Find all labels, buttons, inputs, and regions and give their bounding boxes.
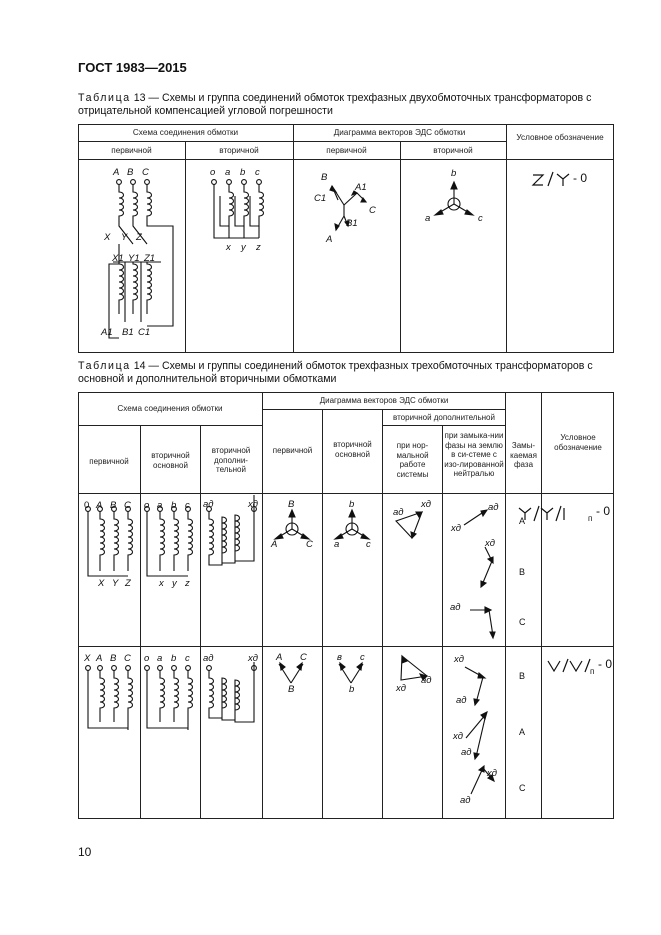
t14-col-phase: Замы-каемая фаза [510,441,537,470]
t14-r2-vec: A [276,652,283,663]
t14-r2-label: B [110,653,117,664]
t14-r1-label: o [144,500,150,511]
page-number: 10 [78,845,92,859]
t13-col-scheme: Схема соединения обмотки [132,128,239,137]
t14-r2-vec: в [337,652,342,663]
t14-r2-phase: C [519,783,526,793]
t14-r1-label: aд [203,499,214,510]
t14-r1-label: Z [125,578,131,589]
t13-vec-label: A [326,234,333,245]
t13-col-diagram: Диаграмма векторов ЭДС обмотки [333,128,466,137]
t14-r1-phase: B [519,567,526,577]
t14-col-secondary-add: вторичной дополни-тельной [211,446,251,475]
t13-label: Y [121,232,128,243]
t14-r2-label: o [144,653,150,664]
t14-r1-vec: xд [421,499,432,510]
t14-col-primary: первичной [89,457,129,466]
t14-r2-label: c [185,653,190,664]
t13-label: X [104,232,111,243]
t14-r2-vec: ад [456,695,467,706]
t13-col-symbol: Условное обозначение [516,133,604,142]
t14-r2-vec: B [288,684,295,695]
t14-r2-label: X [84,653,91,664]
t14-r2-vec: ад [460,795,471,806]
t14-r1-vec: xд [451,523,462,534]
t14-col-normal: при нор-мальной работе системы [396,441,429,479]
t13-label: A1 [101,327,113,338]
t14-r1-symbol-n: п [588,514,593,523]
t14-r2-label: b [171,653,177,664]
t13-vec-label: a [425,213,431,224]
t14-r1-vec: xд [485,538,496,549]
t14-r2-vec: b [349,684,355,695]
t14-r1-vec: C [306,539,313,550]
t14-r2-phase: A [519,727,526,737]
t14-r1-vec: b [349,499,355,510]
t14-col-symbol: Условное обозначение [554,433,602,452]
t14-r2-vec: xд [487,768,498,779]
t14-r1-label: y [172,578,177,589]
t14-r2-vec: xд [454,654,465,665]
t13-vec-label: b [451,168,457,179]
t14-r1-label: xд [248,499,259,510]
t13-label: x [226,242,231,253]
t14-r2-vec: C [300,652,307,663]
t14-col-d-primary: первичной [272,446,313,455]
t13-label: Y1 [128,253,140,264]
document-header: ГОСТ 1983—2015 [78,60,187,75]
t13-col-secondary2: вторичной [433,146,473,155]
t13-label: z [256,242,261,253]
t13-vec-label: C [369,205,376,216]
t14-r2-vec: xд [396,683,407,694]
t14-r1-label: X [98,578,105,589]
t14-r2-label: A [96,653,103,664]
t13-label: X1 [112,253,124,264]
t13-label: C1 [138,327,151,338]
t13-label: a [225,167,231,178]
t14-r1-label: c [185,500,190,511]
t13-label: o [210,167,216,178]
t14-r1-label: C [124,500,131,511]
t13-label: c [255,167,260,178]
t14-r1-vec: ад [488,502,499,513]
t14-r2-vec: c [360,652,365,663]
t14-r1-label: b [171,500,177,511]
t14-r2-label: a [157,653,163,664]
t14-r1-label: x [159,578,164,589]
t14-r1-label: z [185,578,190,589]
t14-r1-vec: c [366,539,371,550]
t14-r1-label: 0 [84,500,90,511]
t14-r1-label: A [96,500,103,511]
t13-label: Z1 [144,253,156,264]
t14-r1-phase: A [519,516,526,526]
t13-symbol-suffix: - 0 [573,171,588,185]
t13-col-secondary: вторичной [219,146,259,155]
t13-vec-label: c [478,213,483,224]
t13-label: C [142,167,149,178]
t14-col-fault: при замыка-нии фазы на землю в си-стеме с изо-лированной нейтралью [444,431,504,479]
t13-label: B1 [122,327,134,338]
t13-col-primary: первичной [111,146,152,155]
t14-r2-label: aд [203,653,214,664]
t14-r1-vec: A [271,539,278,550]
t14-r1-symbol-suffix: - 0 [596,504,611,518]
t14-col-scheme: Схема соединения обмотки [117,404,223,413]
t13-vec-label: C1 [314,193,327,204]
t14-r1-phase: C [519,617,526,627]
t13-label: A [113,167,120,178]
table14-caption: Таблица 14 — Схемы и группы соединений обмоток трехфазных трехобмоточных трансформаторов с основной и дополнительной вторичными обмотками [78,360,593,385]
t14-r2-symbol-suffix: - 0 [598,657,613,671]
t13-label: B [127,167,134,178]
t14-r1-vec: ад [450,602,461,613]
symbols-marks [519,172,593,672]
t14-r1-vec: a [334,539,340,550]
t14-col-d-secondary-main: вторичной основной [333,440,372,459]
t14-r2-vec: aд [421,675,432,686]
t13-secondary-windings [212,180,264,238]
t13-label: Z [136,232,142,243]
t14-r1-label: B [110,500,117,511]
table13-caption: Таблица 13 — Схемы и группа соединений обмоток трехфазных двухобмоточных трансформаторов с отрицательной компенсацией угловой погрешности [78,92,592,117]
t14-col-secondary-main: вторичной основной [151,451,190,470]
t14-r2-symbol-n: п [590,667,595,676]
t14-col-d-secondary-add: вторичной дополнительной [393,413,495,422]
t14-r2-vec: ад [461,747,472,758]
t14-r1-label: a [157,500,163,511]
t14-r2-label: C [124,653,131,664]
t14-r2-label: xд [248,653,259,664]
t14-r1-vec: B [288,499,295,510]
t14-r2-windings [86,662,257,730]
t13-label: b [240,167,246,178]
t14-r1-label: Y [112,578,119,589]
t13-vec-label: B1 [346,218,358,229]
t14-r1-vec: aд [393,507,404,518]
t13-col-primary2: первичной [326,146,367,155]
t13-label: y [241,242,246,253]
t13-vector-secondary [435,182,473,215]
t14-r2-vec: xд [453,731,464,742]
t13-vec-label: A1 [355,182,367,193]
t13-vec-label: B [321,172,328,183]
t14-col-diagram: Диаграмма векторов ЭДС обмотки [319,396,449,405]
t14-r2-phase: B [519,671,526,681]
